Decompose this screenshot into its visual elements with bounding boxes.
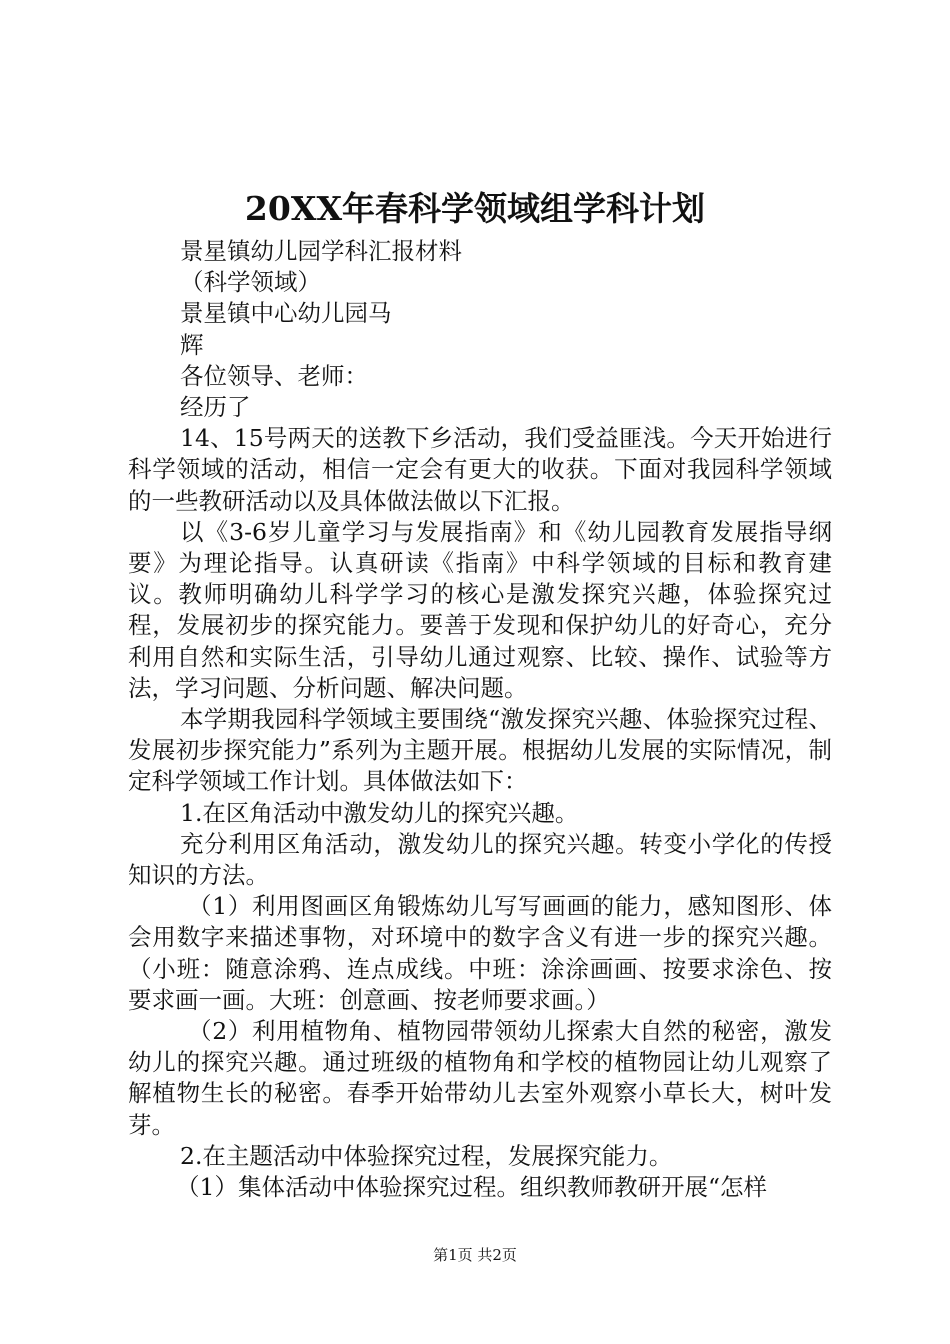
paragraph-author: 景星镇中心幼儿园马 bbox=[180, 299, 392, 328]
paragraph-item-2-1: （1）集体活动中体验探究过程。组织教师教研开展“怎样 bbox=[176, 1173, 767, 1202]
paragraph-school-report: 景星镇幼儿园学科汇报材料 bbox=[180, 237, 462, 265]
paragraph-domain: （科学领域） bbox=[180, 268, 321, 297]
paragraph-experience: 经历了 bbox=[180, 393, 251, 422]
document-title: 20XX年春科学领域组学科计划 bbox=[244, 189, 706, 228]
paragraph-author-name: 辉 bbox=[180, 330, 204, 359]
document-body bbox=[128, 236, 832, 1203]
paragraph-item-1-2: （2）利用植物角、植物园带领幼儿探索大自然的秘密，激发幼儿的探究兴趣。通过班级的植物角和学校的植物园让幼儿观察了解植物生长的秘密。春季开始带幼儿去室外观察小草长大，树叶发芽。 bbox=[128, 1017, 832, 1139]
page-footer: 第1页 共2页 bbox=[433, 1246, 517, 1264]
paragraph-item-1-1: （1）利用图画区角锻炼幼儿写写画画的能力，感知图形、体会用数字来描述事物，对环境中的数字含义有进一步的探究兴趣。（小班：随意涂鸦、连点成线。中班：涂涂画画、按要求涂色、按要求画一画。大班：创意画、按老师要求画。） bbox=[128, 892, 832, 1014]
paragraph-corner-activity: 充分利用区角活动，激发幼儿的探究兴趣。转变小学化的传授知识的方法。 bbox=[128, 829, 832, 890]
paragraph-semester-plan: 本学期我园科学领域主要围绕“激发探究兴趣、体验探究过程、发展初步探究能力”系列为主题开展。根据幼儿发展的实际情况，制定科学领域工作计划。具体做法如下： bbox=[128, 705, 832, 796]
paragraph-section-1: 1.在区角活动中激发幼儿的探究兴趣。 bbox=[180, 798, 579, 827]
paragraph-intro: 14、15号两天的送教下乡活动，我们受益匪浅。今天开始进行科学领域的活动，相信一定会有更大的收获。下面对我园科学领域的一些教研活动以及具体做法做以下汇报。 bbox=[128, 424, 832, 515]
paragraph-guidance: 以《3-6岁儿童学习与发展指南》和《幼儿园教育发展指导纲要》为理论指导。认真研读《指南》中科学领域的目标和教育建议。教师明确幼儿科学学习的核心是激发探究兴趣，体验探究过程，发展初步的探究能力。要善于发现和保护幼儿的好奇心，充分利用自然和实际生活，引导幼儿通过观察、比较、操作、试验等方法，学习问题、分析问题、解决问题。 bbox=[128, 517, 832, 702]
paragraph-greeting: 各位领导、老师： bbox=[180, 361, 368, 390]
paragraph-section-2: 2.在主题活动中体验探究过程，发展探究能力。 bbox=[180, 1141, 673, 1170]
